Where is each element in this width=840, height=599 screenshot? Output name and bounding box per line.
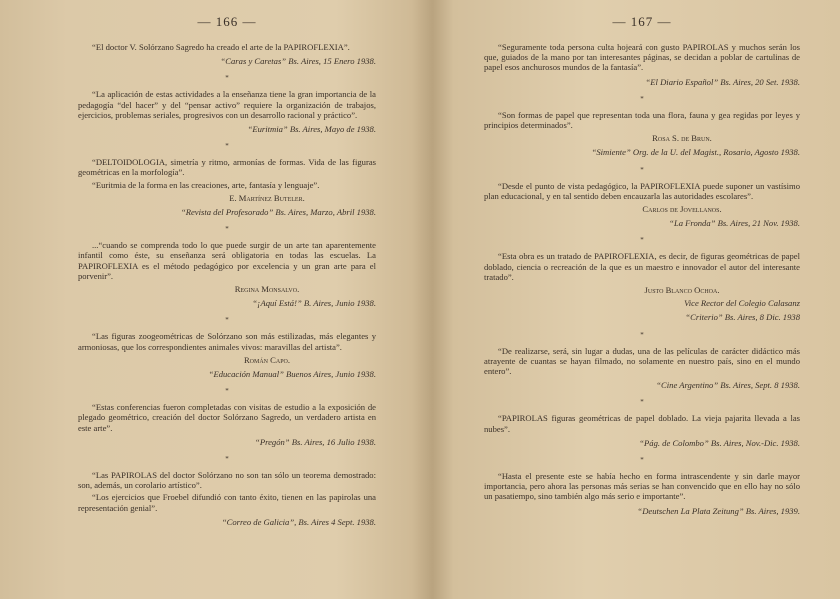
quote-entry: [484, 251, 800, 322]
separator-star: *: [225, 387, 229, 396]
quote-entry: [484, 413, 800, 448]
separator-star: *: [640, 94, 644, 103]
quote-entry: [78, 402, 376, 447]
quote-source: “Pág. de Colombo” Bs. Aires, Nov.-Dic. 1938.: [639, 437, 800, 448]
author-title: Vice Rector del Colegio Calasanz: [684, 298, 800, 309]
quote-source: “La Fronda” Bs. Aires, 21 Nov. 1938.: [669, 218, 800, 229]
quote-author: Carlos de Jovellanos.: [642, 204, 722, 215]
quote-entry: [78, 240, 376, 308]
quote-entry: [78, 89, 376, 134]
quote-source: “Cine Argentino” Bs. Aires, Sept. 8 1938.: [656, 380, 800, 391]
quote-entry: [484, 181, 800, 229]
quote-entry: [484, 42, 800, 87]
separator-star: *: [640, 456, 644, 465]
quote-source: “Revista del Profesorado” Bs. Aires, Marzo, Abril 1938.: [180, 207, 376, 218]
quote-source: “¡Aquí Está!” B. Aires, Junio 1938.: [252, 298, 376, 309]
quote-entry: [484, 346, 800, 391]
quote-author: Justo Blanco Ochoa.: [644, 285, 720, 296]
separator-star: *: [225, 142, 229, 151]
quote-text-continued: “Los ejercicios que Froebel difundió con tanto éxito, tienen en las papirolas una representación genial”.: [78, 492, 376, 513]
quote-entry: [78, 42, 376, 66]
separator-star: *: [225, 74, 229, 83]
separator-star: *: [640, 165, 644, 174]
quote-entry: [78, 470, 376, 527]
quote-source: “Euritmia” Bs. Aires, Mayo de 1938.: [247, 124, 376, 135]
quote-author: E. Martínez Buteler.: [229, 192, 305, 203]
quote-entry: [78, 331, 376, 379]
quote-author: Rosa S. de Brun.: [652, 133, 712, 144]
page-number: — 167 —: [612, 14, 672, 29]
quote-text: “La aplicación de estas actividades a la enseñanza tiene la gran importancia de la pedagogía “del hacer” y del “pensar activo” requiere la organización de trabajos, ejercicios, problemas seriales, progresivos con un desarrollo racional y práctico”.: [78, 89, 376, 120]
quote-text: “Desde el punto de vista pedagógico, la PAPIROFLEXIA puede suponer un vastísimo plan educacional, y en tal sentido deben encauzarla las autoridades escolares”.: [484, 180, 800, 201]
quote-text: “Seguramente toda persona culta hojeará con gusto PAPIROLAS y muchos serán los que, guiados de la mano por tan interesantes páginas, se decidan a poblar de cartulinas de papel esos anchurosos mundos de la fantasía”.: [484, 42, 800, 73]
quote-source: “Deutschen La Plata Zeitung” Bs. Aires, 1939.: [637, 505, 800, 516]
quote-source: “Caras y Caretas” Bs. Aires, 15 Enero 1938.: [220, 56, 376, 67]
separator-star: *: [225, 316, 229, 325]
quote-author: Regina Monsalvo.: [234, 284, 300, 295]
quote-text: “Son formas de papel que representan toda una flora, fauna y gea regidas por leyes y principios determinados”.: [484, 109, 800, 131]
quote-text: “Esta obra es un tratado de PAPIROFLEXIA, es decir, de figuras geométricas de papel doblado, ciencia o recreación de la que es un maestro e innovador el autor del interesante tratado”.: [484, 251, 800, 282]
separator-star: *: [640, 398, 644, 407]
quote-text: “De realizarse, será, sin lugar a dudas, una de las películas de carácter didáctico más atrayente de cuantas se hayan filmado, no solamente en nuestro país, sino en el mundo entero”.: [484, 345, 800, 377]
right-page: [432, 0, 840, 599]
quote-text: “PAPIROLAS figuras geométricas de papel doblado. La vieja pajarita llevada a las nubes”.: [484, 413, 800, 434]
quote-source: “Educación Manual” Buenos Aires, Junio 1938.: [208, 369, 376, 380]
quote-text: “Las PAPIROLAS del doctor Solórzano no son tan sólo un teorema demostrado: son, además, un corolario artístico”.: [78, 470, 376, 491]
separator-star: *: [640, 236, 644, 245]
quote-text-continued: “Euritmia de la forma en las creaciones, arte, fantasía y lenguaje”.: [92, 179, 320, 190]
quote-entry: [484, 471, 800, 516]
separator-star: *: [225, 455, 229, 464]
separator-star: *: [225, 225, 229, 234]
quote-text: “El doctor V. Solórzano Sagredo ha creado el arte de la PAPIROFLEXIA”.: [92, 42, 350, 52]
quote-entry: [78, 157, 376, 217]
quote-text: ...“cuando se comprenda todo lo que puede surgir de un arte tan aparentemente infantil como éste, su enseñanza será obligatoria en todas las escuelas. La PAPIROFLEXIA es el método pedagógico por excelencia y un gran arte para el porvenir”.: [78, 240, 376, 281]
page-number: — 166 —: [197, 14, 257, 29]
quote-source: “Simiente” Org. de la U. del Magist., Rosario, Agosto 1938.: [591, 147, 800, 158]
quote-source: “Pregón” Bs. Aires, 16 Julio 1938.: [255, 436, 376, 447]
quote-author: Román Capo.: [243, 354, 291, 365]
separator-star: *: [640, 330, 644, 339]
quote-source: “Correo de Galicia”, Bs. Aires 4 Sept. 1938.: [221, 516, 376, 527]
quote-text: “Estas conferencias fueron completadas con visitas de estudio a la exposición de plegado geométrico, creación del doctor Solórzano Sagredo, un verdadero artista en este arte”.: [78, 402, 376, 433]
quote-text: “Las figuras zoogeométricas de Solórzano son más estilizadas, más elegantes y armoniosas, que los correspondientes animales vivos: maravillas del artista”.: [78, 331, 376, 352]
quote-source: “Criterio” Bs. Aires, 8 Dic. 1938: [685, 312, 800, 323]
quote-text: “DELTOIDOLOGIA, simetría y ritmo, armonías de formas. Vida de las figuras geométricas en la morfología”.: [78, 157, 376, 178]
quote-text: “Hasta el presente este se había hecho en forma intrascendente y sin darle mayor importancia, pero ahora las personas más serias se han convencido que en ello hay no sólo un pasatiempo, sino también algo más serio e importante”.: [484, 471, 800, 502]
quote-entry: [484, 110, 800, 158]
quote-source: “El Diario Español” Bs. Aires, 20 Set. 1938.: [645, 76, 800, 87]
